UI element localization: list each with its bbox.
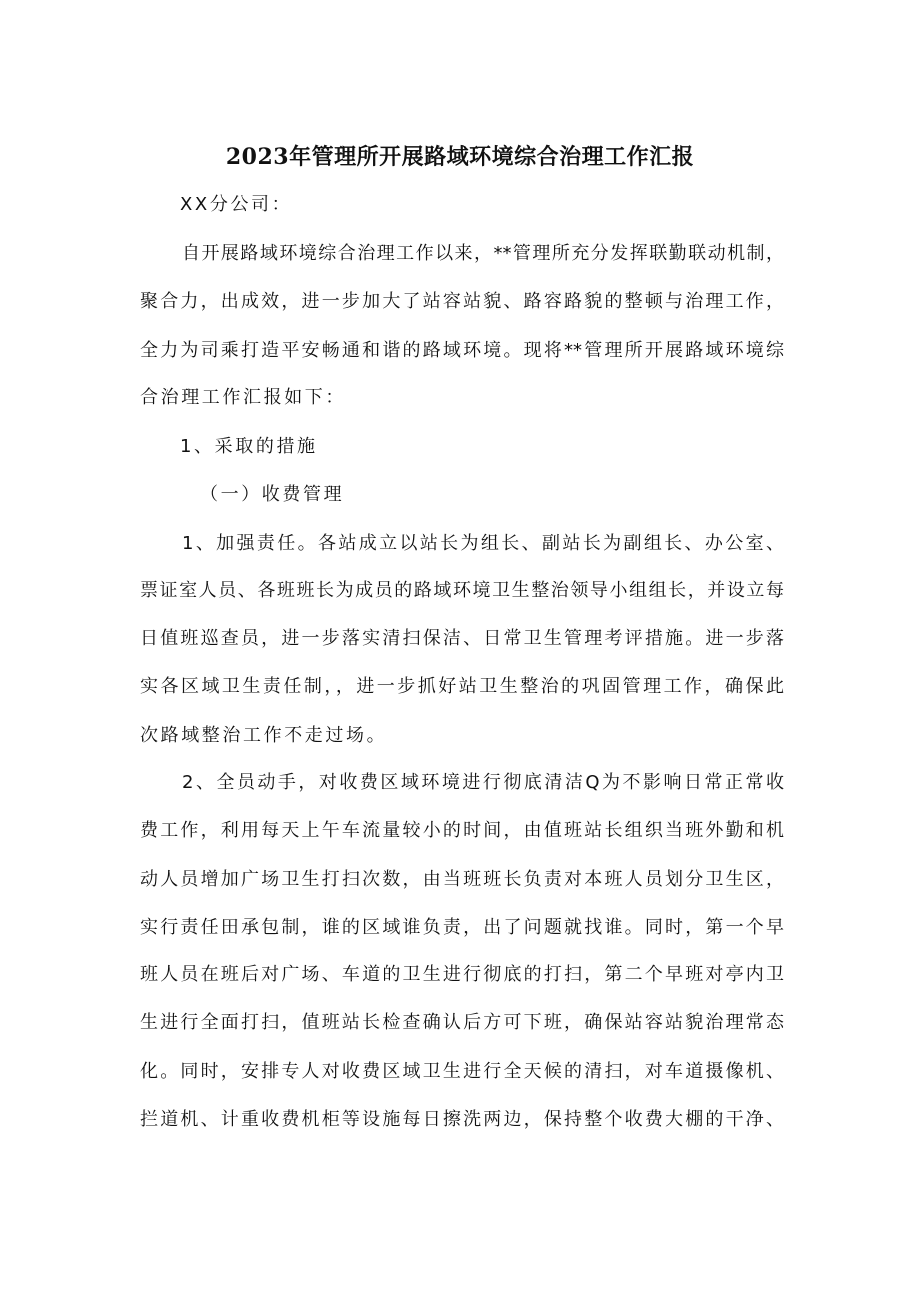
intro-line: 聚合力，出成效，进一步加大了站容站貌、路容路貌的整顿与治理工作， (140, 291, 784, 312)
item2-line: 拦道机、计重收费机柜等设施每日擦洗两边，保持整个收费大棚的干净、 (140, 1109, 784, 1130)
item1-line: 票证室人员、各班班长为成员的路域环境卫生整治领导小组组长，并设立每 (140, 580, 784, 601)
item2-line: 费工作，利用每天上午车流量较小的时间，由值班站长组织当班外勤和机 (140, 820, 784, 841)
item2-line: 2、全员动手，对收费区域环境进行彻底清洁Q为不影响日常正常收 (182, 772, 784, 793)
item1-line: 日值班巡查员，进一步落实清扫保洁、日常卫生管理考评措施。进一步落 (140, 628, 784, 649)
intro-line: 合治理工作汇报如下： (140, 387, 346, 408)
intro-line: 自开展路域环境综合治理工作以来，**管理所充分发挥联勤联动机制， (182, 243, 784, 264)
item1-line: 实各区域卫生责任制，，进一步抓好站卫生整治的巩固管理工作，确保此 (140, 676, 784, 697)
section-heading: 1、采取的措施 (180, 436, 318, 457)
item2-line: 班人员在班后对广场、车道的卫生进行彻底的打扫，第二个早班对亭内卫 (140, 964, 784, 985)
subsection-heading: （一）收费管理 (200, 484, 345, 505)
item2-line: 生进行全面打扫，值班站长检查确认后方可下班，确保站容站貌治理常态 (140, 1012, 784, 1033)
item1-line: 次路域整治工作不走过场。 (140, 725, 388, 746)
item1-line: 1、加强责任。各站成立以站长为组长、副站长为副组长、办公室、 (182, 533, 784, 554)
intro-line: 全力为司乘打造平安畅通和谐的路域环境。现将**管理所开展路域环境综 (140, 340, 784, 361)
item2-line: 实行责任田承包制，谁的区域谁负责，出了问题就找谁。同时，第一个早 (140, 917, 784, 938)
item2-line: 动人员增加广场卫生打扫次数，由当班班长负责对本班人员划分卫生区， (140, 869, 784, 890)
salutation: XX分公司： (180, 194, 293, 215)
document-title: 2023年管理所开展路域环境综合治理工作汇报 (225, 144, 695, 170)
item2-line: 化。同时，安排专人对收费区域卫生进行全天候的清扫，对车道摄像机、 (140, 1061, 784, 1082)
